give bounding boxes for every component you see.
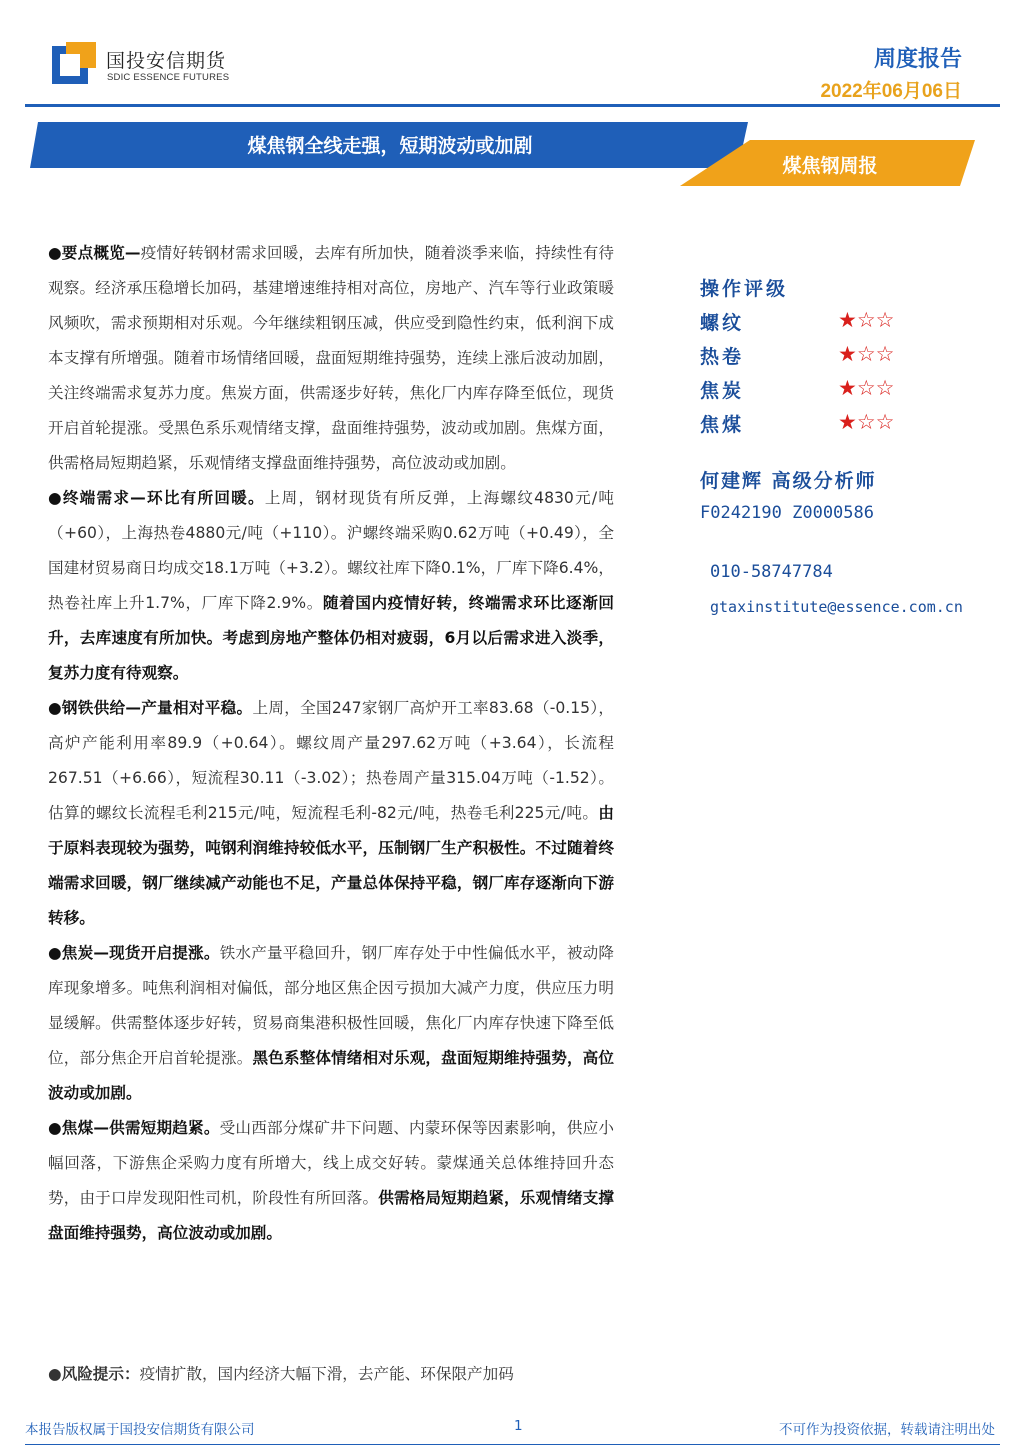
section-conclusion: 供需格局短期趋紧，乐观情绪支撑盘面维持强势，高位波动或加剧。: [48, 1189, 614, 1242]
risk-warning: [48, 1362, 514, 1384]
risk-text: 疫情扩散，国内经济大幅下滑，去产能、环保限产加码: [139, 1365, 514, 1383]
star-rating-icon: [838, 410, 894, 434]
rating-row: [700, 376, 1020, 410]
contact-phone: 010-58747784: [710, 562, 833, 582]
section-overview: [48, 236, 614, 481]
section-lead: ●钢铁供给—产量相对平稳。: [48, 699, 253, 717]
rating-row: [700, 342, 1020, 376]
rating-panel: [700, 274, 1020, 444]
report-category-tag: 煤焦钢周报: [782, 155, 878, 177]
footer-copyright: 本报告版权属于国投安信期货有限公司: [25, 1422, 255, 1438]
rating-row: [700, 410, 1020, 444]
report-type: 周度报告: [873, 47, 962, 72]
star-empty-icon: ☆: [875, 410, 895, 434]
rating-name: 焦炭: [700, 380, 745, 402]
rating-name: 螺纹: [700, 312, 745, 334]
star-empty-icon: ☆: [856, 308, 876, 332]
star-rating-icon: [838, 376, 894, 400]
star-empty-icon: ☆: [875, 308, 895, 332]
star-empty-icon: ☆: [856, 342, 876, 366]
section-coke: [48, 936, 614, 1111]
footer-divider: [25, 1444, 1000, 1445]
section-text: 上周，全国247家钢厂高炉开工率83.68（-0.15），高炉产能利用率89.9（+0.64）。螺纹周产量297.62万吨（+3.64），长流程267.51（+6.66），短流程30.11（-3.02）；热卷周产量315.04万吨（-1.52）。估算的螺纹长流程毛利215元/吨，短流程毛利-82元/吨，热卷毛利225元/吨。: [48, 699, 615, 822]
star-empty-icon: ☆: [875, 376, 895, 400]
report-title: 煤焦钢全线走强，短期波动或加剧: [247, 135, 533, 157]
rating-title: 操作评级: [700, 278, 789, 300]
star-empty-icon: ☆: [875, 342, 895, 366]
section-lead: ●焦煤—供需短期趋紧。: [48, 1119, 220, 1137]
company-logo: [52, 42, 232, 86]
section-conclusion: 随着国内疫情好转，终端需求环比逐渐回升，去库速度有所加快。考虑到房地产整体仍相对疲弱，6月以后需求进入淡季，复苏力度有待观察。: [48, 594, 614, 682]
logo-name-cn: 国投安信期货: [106, 50, 227, 72]
header-divider: [25, 104, 1000, 107]
section-supply: [48, 691, 614, 936]
logo-name-en: SDIC ESSENCE FUTURES: [107, 72, 230, 83]
section-text: 铁水产量平稳回升，钢厂库存处于中性偏低水平，被动降库现象增多。吨焦利润相对偏低，部分地区焦企因亏损加大减产力度，供应压力明显缓解。供需整体逐步好转，贸易商集港积极性回暖，焦化厂内库存快速下降至低位，部分焦企开启首轮提涨。: [48, 944, 614, 1067]
report-body: [48, 236, 614, 1251]
star-empty-icon: ☆: [856, 376, 876, 400]
section-conclusion: 由于原料表现较为强势，吨钢利润维持较低水平，压制钢厂生产积极性。不过随着终端需求回暖，钢厂继续减产动能也不足，产量总体保持平稳，钢厂库存逐渐向下游转移。: [48, 804, 614, 927]
section-lead: ●要点概览—: [48, 244, 141, 262]
footer-disclaimer: 不可作为投资依据，转载请注明出处: [779, 1422, 995, 1438]
page-number: 1: [514, 1418, 523, 1434]
contact-email[interactable]: gtaxinstitute@essence.com.cn: [710, 598, 963, 616]
report-date: 2022年06月06日: [820, 81, 962, 102]
section-demand: [48, 481, 614, 691]
risk-label: ●风险提示：: [48, 1365, 140, 1383]
star-filled-icon: ★: [838, 410, 857, 434]
rating-row: [700, 308, 1020, 342]
section-text: 疫情好转钢材需求回暖，去库有所加快，随着淡季来临，持续性有待观察。经济承压稳增长加码，基建增速维持相对高位，房地产、汽车等行业政策暖风频吹，需求预期相对乐观。今年继续粗钢压减，供应受到隐性约束，低利润下成本支撑有所增强。随着市场情绪回暖，盘面短期维持强势，连续上涨后波动加剧，关注终端需求复苏力度。焦炭方面，供需逐步好转，焦化厂内库存降至低位，现货开启首轮提涨。受黑色系乐观情绪支撑，盘面维持强势，波动或加剧。焦煤方面，供需格局短期趋紧，乐观情绪支撑盘面维持强势，高位波动或加剧。: [48, 244, 614, 472]
analyst-name: 何建辉 高级分析师: [700, 470, 877, 492]
section-text: 上周，钢材现货有所反弹，上海螺纹4830元/吨（+60），上海热卷4880元/吨（+110）。沪螺终端采购0.62万吨（+0.49），全国建材贸易商日均成交18.1万吨（+3.2）。螺纹社库下降0.1%，厂库下降6.4%，热卷社库上升1.7%，厂库下降2.9%。: [48, 489, 614, 612]
star-filled-icon: ★: [838, 342, 857, 366]
rating-name: 热卷: [700, 346, 745, 368]
star-rating-icon: [838, 342, 894, 366]
section-text: 受山西部分煤矿井下问题、内蒙环保等因素影响，供应小幅回落，下游焦企采购力度有所增大，线上成交好转。蒙煤通关总体维持回升态势，由于口岸发现阳性司机，阶段性有所回落。: [48, 1119, 614, 1207]
section-lead: ●终端需求—环比有所回暖。: [48, 489, 265, 507]
section-coking-coal: [48, 1111, 614, 1251]
star-rating-icon: [838, 308, 894, 332]
section-lead: ●焦炭—现货开启提涨。: [48, 944, 220, 962]
analyst-license: F0242190 Z0000586: [700, 503, 874, 523]
rating-name: 焦煤: [700, 414, 745, 436]
star-filled-icon: ★: [838, 376, 857, 400]
section-conclusion: 黑色系整体情绪相对乐观，盘面短期维持强势，高位波动或加剧。: [48, 1049, 614, 1102]
star-filled-icon: ★: [838, 308, 857, 332]
star-empty-icon: ☆: [856, 410, 876, 434]
logo-mark-icon: [52, 42, 96, 86]
